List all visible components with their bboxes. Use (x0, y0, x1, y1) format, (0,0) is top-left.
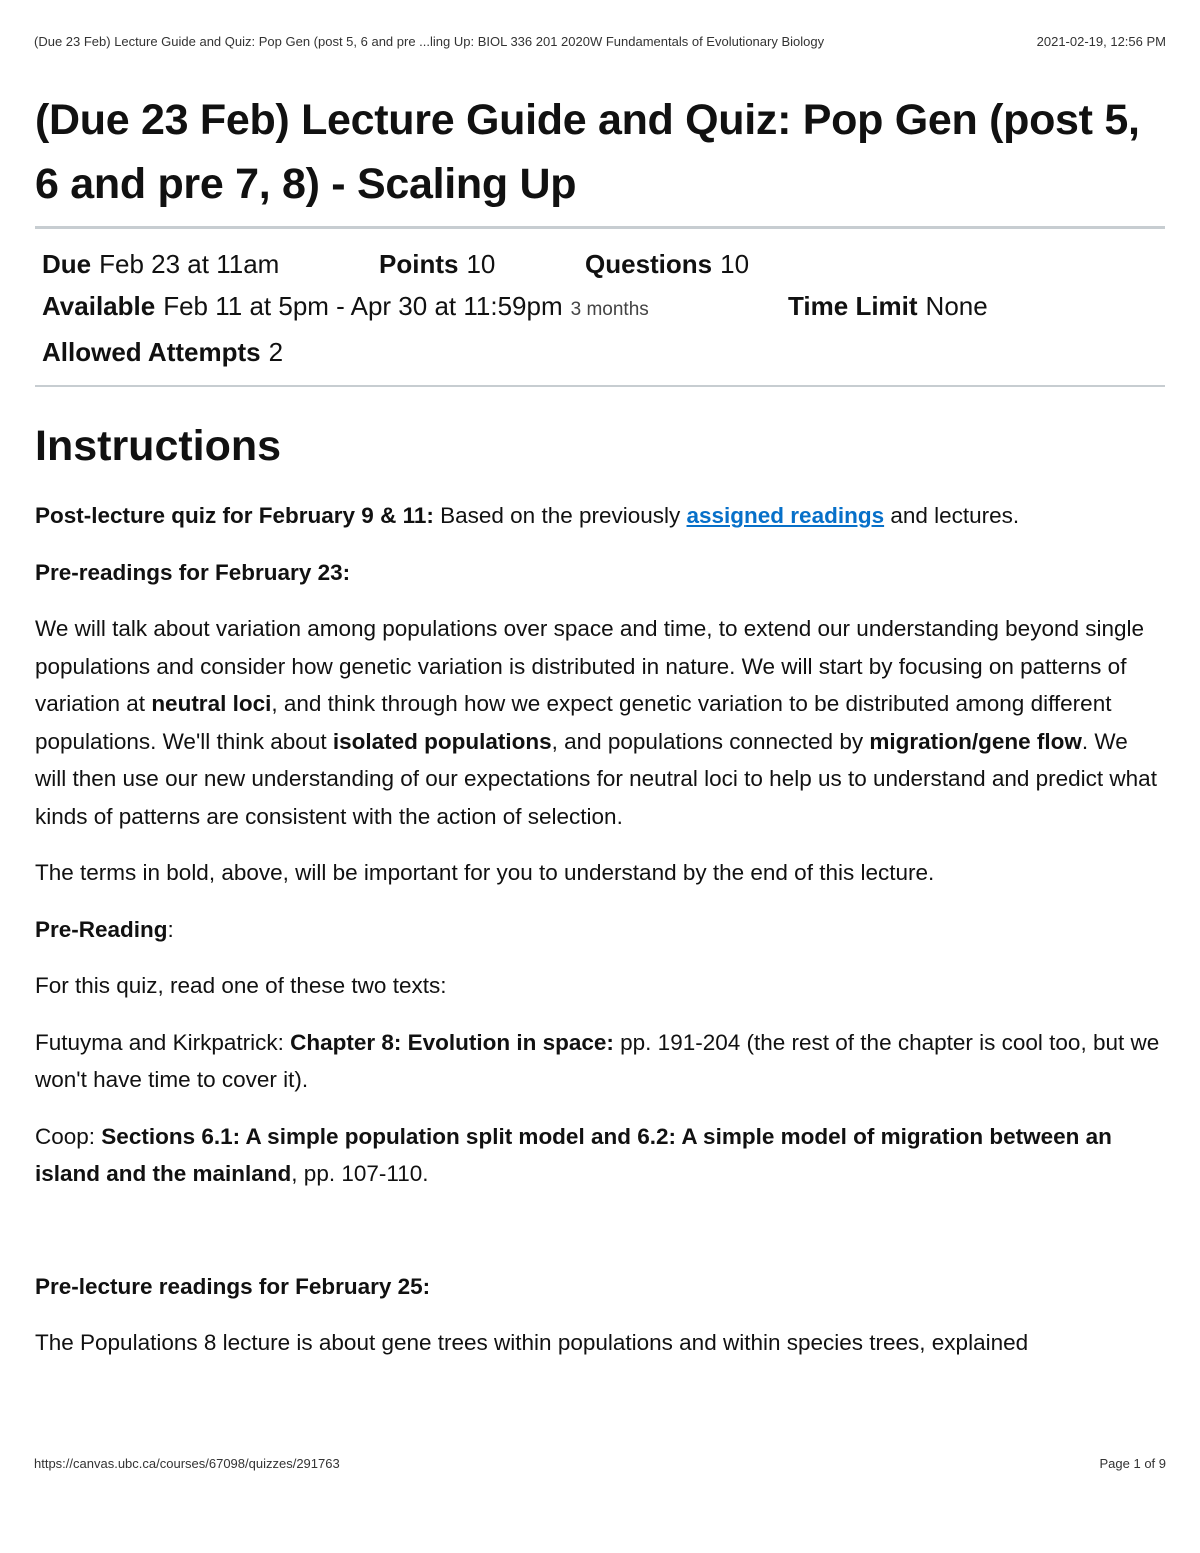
populations-8-paragraph: The Populations 8 lecture is about gene trees within populations and within species trees, explained (35, 1330, 1029, 1355)
print-header (34, 34, 1166, 49)
print-footer-url: https://canvas.ubc.ca/courses/67098/quizzes/291763 (34, 1456, 340, 1471)
read-one-text-note: For this quiz, read one of these two texts: (35, 973, 447, 998)
due-value: Feb 23 at 11am (99, 249, 280, 279)
post-lecture-label: Post-lecture quiz for February 9 & 11: (35, 503, 434, 528)
quiz-details (35, 229, 1165, 385)
time-limit-label: Time Limit (788, 291, 918, 321)
time-limit-detail (788, 285, 988, 327)
available-detail (42, 285, 788, 331)
pre-reading-colon: : (167, 916, 174, 942)
post-lecture-end: and lectures. (884, 503, 1020, 528)
futuyma-pages: pp. 191-204 (the rest of the chapter is cool too, but we won't have time to cover it). (35, 1029, 1160, 1092)
pre-lecture-feb25-label: Pre-lecture readings for February 25: (35, 1273, 431, 1299)
coop-reading (35, 1118, 1165, 1193)
spacer (35, 1212, 1165, 1268)
term-neutral-loci: neutral loci (151, 691, 272, 716)
page-number: Page 1 of 9 (1099, 1456, 1166, 1471)
print-footer (34, 1456, 1166, 1471)
variation-text-e: . We will then use our new understanding of our expectations for neutral loci to help us to understand and predict what kinds of patterns are consistent with the action of selection. (35, 728, 1157, 829)
due-label: Due (42, 249, 92, 279)
questions-value: 10 (720, 249, 750, 279)
variation-text-c: , and think through how we expect genetic variation to be distributed among different populations. We'll think about (35, 691, 1112, 754)
available-duration: 3 months (570, 299, 649, 320)
pre-lecture-feb25-heading (35, 1268, 1165, 1306)
attempts-value: 2 (268, 337, 284, 367)
pre-readings-feb23-heading (35, 554, 1165, 592)
attempts-label: Allowed Attempts (42, 337, 261, 367)
post-lecture-paragraph (35, 497, 1165, 535)
attempts-detail (42, 331, 283, 373)
term-migration-gene-flow: migration/gene flow (869, 728, 1082, 754)
coop-pages: , pp. 107-110. (291, 1161, 429, 1186)
available-label: Available (42, 291, 156, 321)
questions-label: Questions (585, 249, 713, 279)
print-header-title: (Due 23 Feb) Lecture Guide and Quiz: Pop Gen (post 5, 6 and pre ...ling Up: BIOL 336 201 2020W Fundamentals of Evolutionary Biology (34, 34, 825, 49)
available-value: Feb 11 at 5pm - Apr 30 at 11:59pm (163, 291, 563, 321)
futuyma-reading (35, 1024, 1165, 1099)
instructions-body (35, 497, 1165, 1362)
term-isolated-populations: isolated populations (332, 728, 552, 754)
variation-text-a: We will talk about variation among populations over space and time, to extend our understanding beyond single populations and consider how genetic variation is distributed in nature. We will start by focusing on patterns of variation at (35, 616, 1145, 716)
pre-reading-heading (35, 911, 1165, 949)
futuyma-chapter: Chapter 8: Evolution in space: (290, 1029, 614, 1055)
quiz-content (35, 88, 1165, 1381)
time-limit-value: None (925, 291, 988, 321)
due-detail (42, 243, 379, 285)
variation-text-d: , and populations connected by (551, 728, 870, 754)
points-detail (379, 243, 585, 285)
quiz-details-row-2 (42, 285, 1165, 331)
pre-readings-feb23-label: Pre-readings for February 23: (35, 559, 351, 585)
details-divider (35, 385, 1165, 387)
instructions-heading: Instructions (35, 422, 282, 470)
variation-paragraph (35, 610, 1165, 835)
coop-author: Coop: (35, 1123, 102, 1149)
page-title: (Due 23 Feb) Lecture Guide and Quiz: Pop Gen (post 5, 6 and pre 7, 8) - Scaling Up (35, 96, 1140, 208)
coop-sections: Sections 6.1: A simple population split model and 6.2: A simple model of migration between an island and the mainland (35, 1123, 1112, 1186)
assigned-readings-link[interactable]: assigned readings (686, 503, 885, 528)
pre-reading-label: Pre-Reading (35, 916, 168, 942)
futuyma-author: Futuyma and Kirkpatrick: (35, 1029, 291, 1055)
post-lecture-text: Based on the previously (433, 503, 687, 528)
print-header-datetime: 2021-02-19, 12:56 PM (1036, 34, 1166, 49)
points-value: 10 (466, 249, 496, 279)
quiz-details-row-1 (42, 243, 1165, 285)
bold-terms-note: The terms in bold, above, will be important for you to understand by the end of this lecture. (35, 860, 935, 885)
questions-detail (585, 243, 749, 285)
points-label: Points (379, 249, 459, 279)
quiz-details-row-3 (42, 331, 1165, 373)
